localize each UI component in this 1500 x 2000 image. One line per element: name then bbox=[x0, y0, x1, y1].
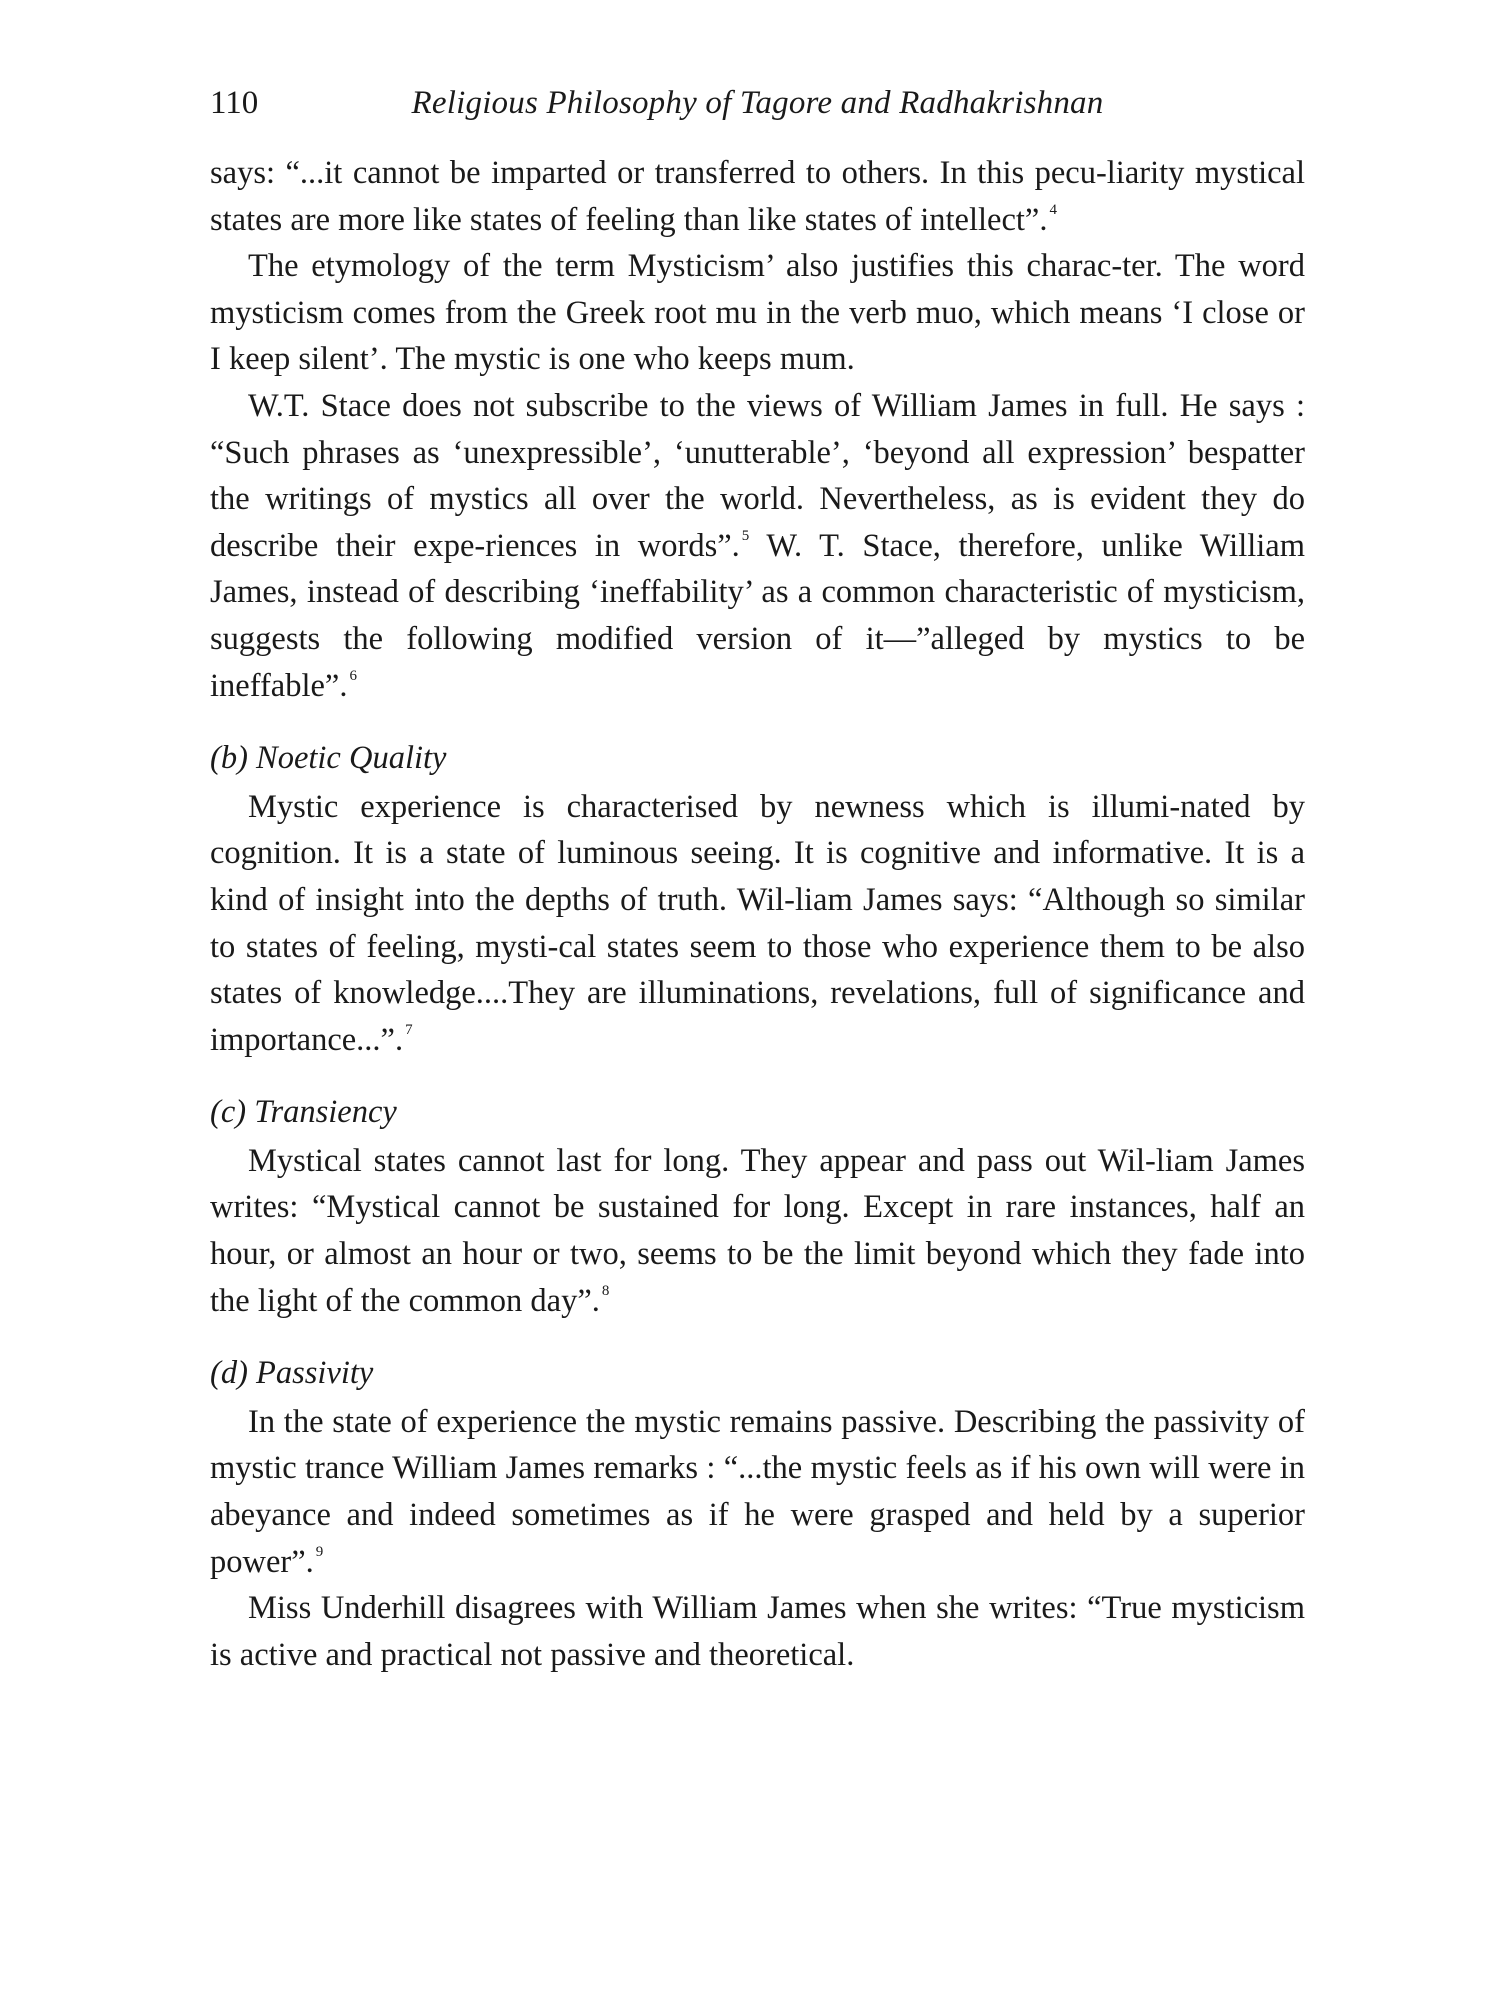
footnote-ref: 5 bbox=[741, 527, 750, 544]
paragraph-passivity bbox=[210, 1399, 1305, 1585]
footnote-ref: 8 bbox=[601, 1282, 610, 1299]
paragraph-noetic-quality bbox=[210, 784, 1305, 1064]
paragraph-text: Mystic experience is characterised by newness which is illumi-nated by cognition. It is a state of luminous seeing. It is cognitive and informative. It is a kind of insight into the depths of truth. Wil-liam James says: “Although so similar to states of feeling, mysti-cal states seem to those who experience them to be also states of knowledge....They are illuminations, revelations, full of significance and importance...”. bbox=[210, 788, 1305, 1058]
paragraph-text: W.T. Stace does not subscribe to the views of William James in full. He says : “Such phrases as ‘unexpressible’, ‘unutterable’, ‘beyond all expression’ bespatter the writings of mystics all over the world. Nevertheless, as is evident they do describe their expe-riences in words”. bbox=[210, 387, 1305, 564]
page-number: 110 bbox=[210, 85, 259, 121]
paragraph-text: Mystical states cannot last for long. They appear and pass out Wil-liam James writes: “Mystical cannot be sustained for long. Except in rare instances, half an hour, or almost an hour or two, seems to be the limit beyond which they fade into the light of the common day”. bbox=[210, 1142, 1305, 1319]
paragraph-text: says: “...it cannot be imparted or transferred to others. In this pecu-liarity mystical states are more like states of feeling than like states of intellect”. bbox=[210, 155, 1305, 238]
section-heading-transiency: (c) Transiency bbox=[210, 1094, 397, 1131]
paragraph-etymology bbox=[210, 243, 1305, 383]
book-page bbox=[210, 78, 1305, 1678]
paragraph-stace bbox=[210, 383, 1305, 709]
footnote-ref: 4 bbox=[1049, 201, 1057, 218]
running-title: Religious Philosophy of Tagore and Radhakrishnan bbox=[411, 85, 1104, 121]
running-head bbox=[210, 78, 1305, 128]
footnote-ref: 7 bbox=[405, 1021, 413, 1038]
section-heading-noetic-quality: (b) Noetic Quality bbox=[210, 740, 447, 777]
footnote-ref: 9 bbox=[315, 1543, 324, 1560]
paragraph-text: In the state of experience the mystic remains passive. Describing the passivity of mystic trance William James remarks : “...the mystic feels as if his own will were in abeyance and indeed sometimes as if he were grasped and held by a superior power”. bbox=[210, 1403, 1305, 1580]
footnote-ref: 6 bbox=[349, 667, 357, 684]
paragraph-transiency bbox=[210, 1138, 1305, 1324]
paragraph-text: Miss Underhill disagrees with William James when she writes: “True mysticism is active and practical not passive and theoretical. bbox=[210, 1590, 1305, 1673]
paragraph-text: The etymology of the term Mysticism’ also justifies this charac-ter. The word mysticism comes from the Greek root mu in the verb muo, which means ‘I close or I keep silent’. The mystic is one who keeps mum. bbox=[210, 248, 1305, 378]
paragraph-text: W. T. Stace, therefore, unlike William James, instead of describing ‘ineffability’ as a common characteristic of mysticism, suggests the following modified version of it—”alleged by mystics to be ineffable”. bbox=[210, 527, 1305, 704]
paragraph-continuation bbox=[210, 150, 1305, 243]
body-text bbox=[210, 150, 1305, 1678]
section-heading-passivity: (d) Passivity bbox=[210, 1355, 374, 1392]
paragraph-underhill bbox=[210, 1585, 1305, 1678]
